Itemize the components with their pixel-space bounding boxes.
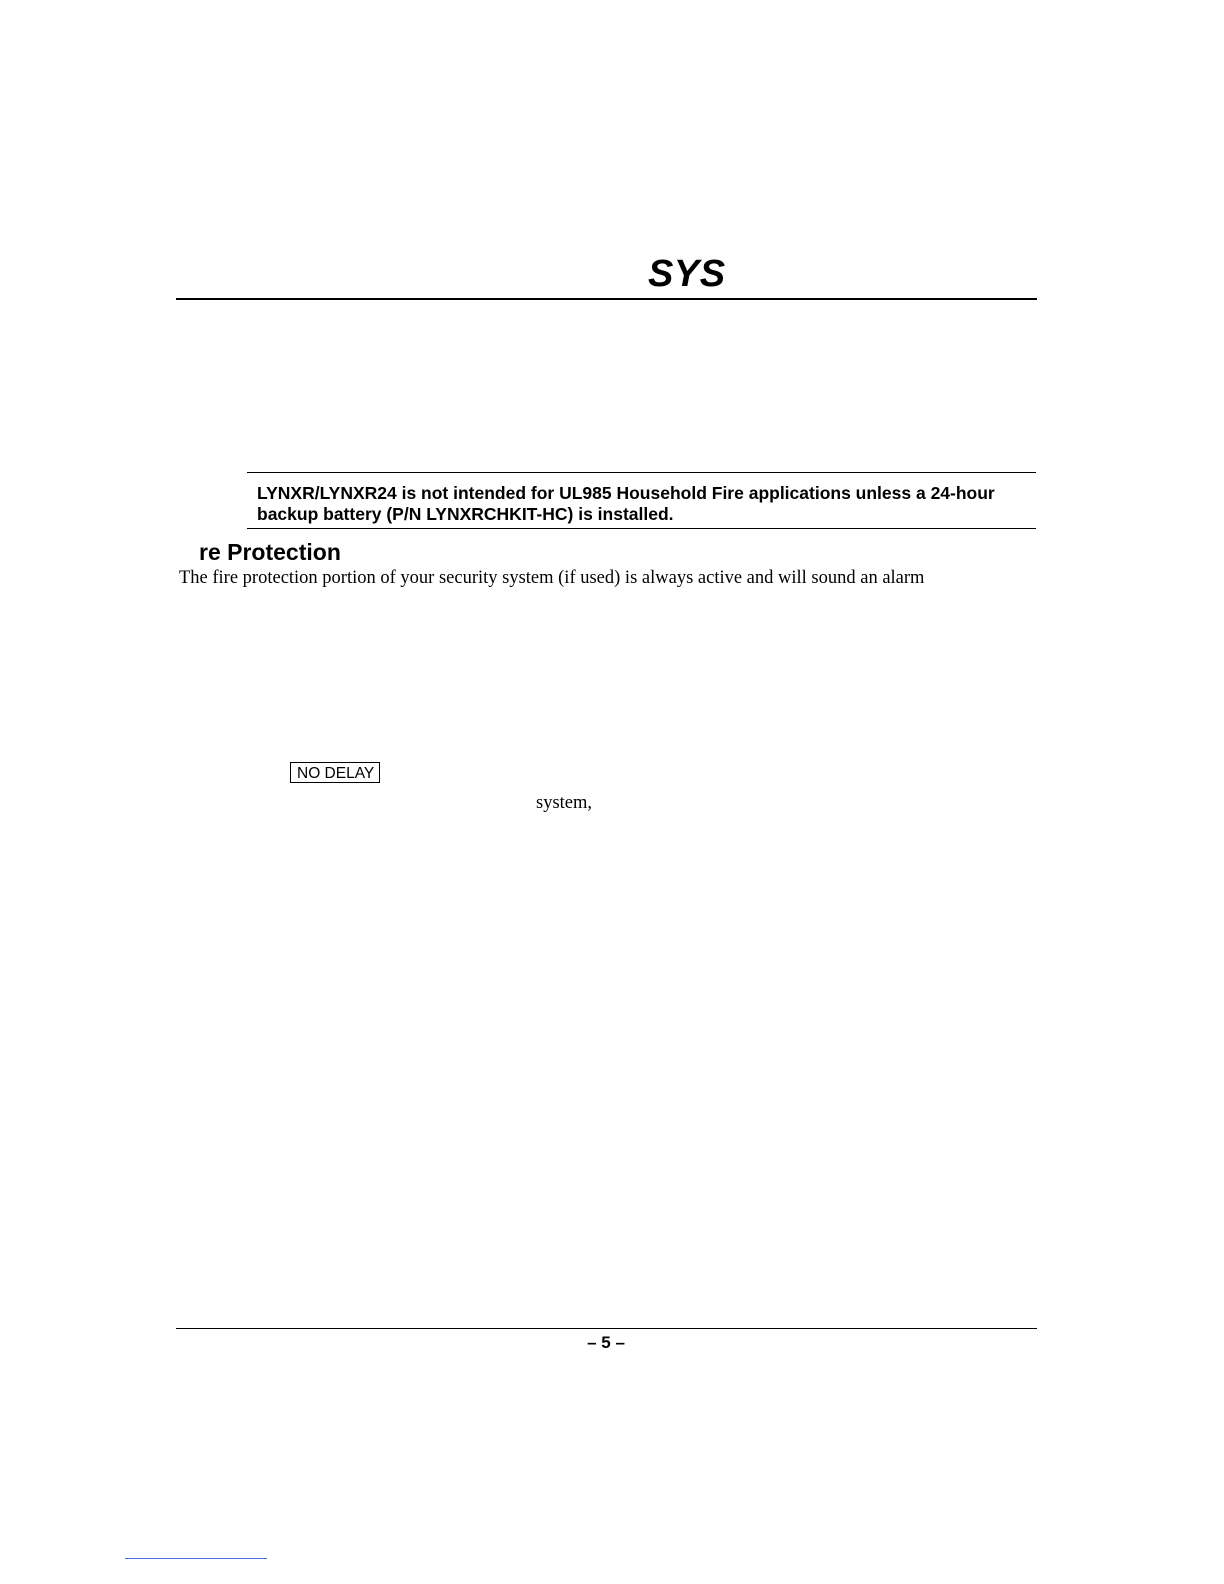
section-body-text: The fire protection portion of your security system (if used) is always active and will sound an alarm bbox=[179, 568, 925, 588]
footer-divider bbox=[176, 1328, 1037, 1329]
warning-note bbox=[247, 472, 1036, 529]
section-heading: re Protection bbox=[199, 539, 341, 565]
no-delay-key-label: NO DELAY bbox=[290, 762, 380, 783]
page-number: – 5 – bbox=[587, 1333, 625, 1352]
page-title: SYS bbox=[648, 253, 726, 295]
header-divider bbox=[176, 298, 1037, 300]
footnote-separator bbox=[125, 1558, 267, 1559]
warning-note-text: LYNXR/LYNXR24 is not intended for UL985 Household Fire applications unless a 24-hour backup battery (P/N LYNXRCHKIT-HC) is installed. bbox=[257, 483, 995, 524]
body-text-fragment: system, bbox=[536, 793, 593, 813]
